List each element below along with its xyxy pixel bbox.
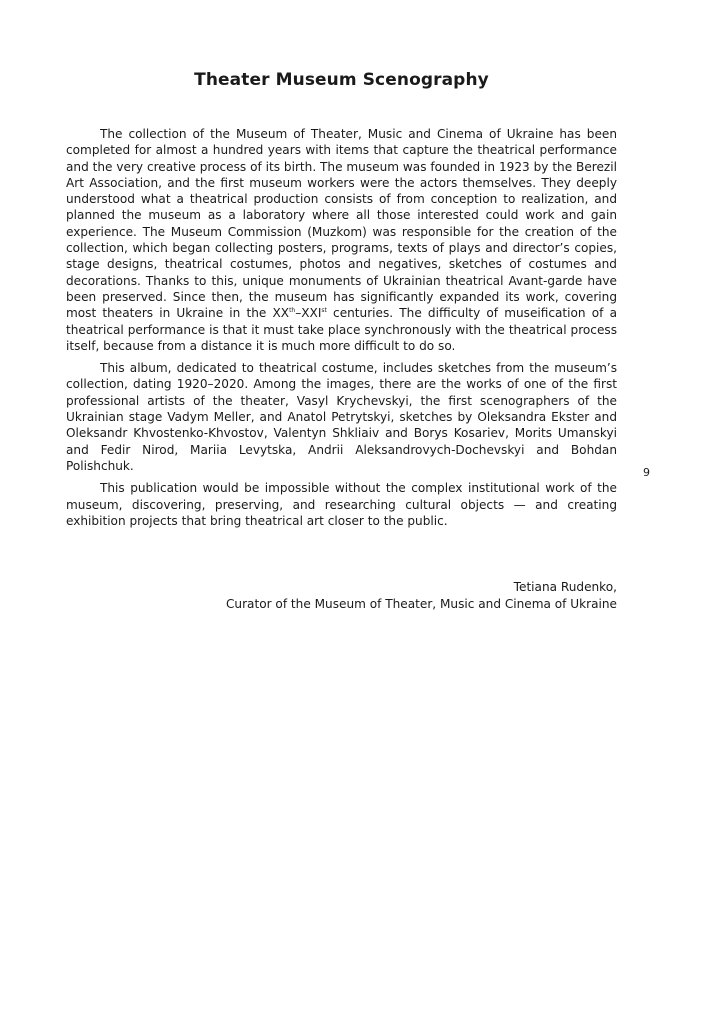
body-text <box>66 126 617 535</box>
superscript-st: st <box>321 307 327 315</box>
paragraph-1 <box>66 126 617 354</box>
page-title: Theater Museum Scenography <box>194 70 489 90</box>
paragraph-3: This publication would be impossible without the complex institutional work of the museum, discovering, preserving, and researching cultural objects — and creating exhibition projects that bring theatrical art closer to the public. <box>66 481 617 528</box>
paragraph-2: This album, dedicated to theatrical costume, includes sketches from the museum’s collection, dating 1920–2020. Among the images, there are the works of one of the first professional artists of the theater, Vasyl Krychevskyi, the first scenographers of the Ukrainian stage Vadym Meller, and Anatol Petrytskyi, sketches by Oleksandra Ekster and Oleksandr Khvostenko-Khvostov, Valentyn Shkliaiv and Borys Kosariev, Morits Umanskyi and Fedir Nirod, Mariia Levytska, Andrii Aleksandrovych-Dochevskyi and Bohdan Polishchuk. <box>66 361 617 473</box>
paragraph-1-text-c: centuries. The difficulty of museification of a theatrical performance is that it must take place synchronously with the theatrical process itself, because from a distance it is much more difficult to do so. <box>66 306 617 353</box>
superscript-th: th <box>289 307 296 315</box>
paragraph-1-text-b: –XXI <box>295 306 322 321</box>
signature <box>66 579 617 612</box>
page-number: 9 <box>643 466 650 479</box>
signature-name: Tetiana Rudenko, <box>513 580 617 594</box>
paragraph-1-text-a: The collection of the Museum of Theater, Music and Cinema of Ukraine has been completed for almost a hundred years with items that capture the theatrical performance and the very creative process of its birth. The museum was founded in 1923 by the Berezil Art Association, and the first museum workers were the actors themselves. They deeply understood what a theatrical production consists of from conception to realization, and planned the museum as a laboratory where all those interested could work and gain experience. The Museum Commission (Muzkom) was responsible for the creation of the collection, which began collecting posters, programs, texts of plays and director’s copies, stage designs, theatrical costumes, photos and negatives, sketches of costumes and decorations. Thanks to this, unique monuments of Ukrainian theatrical Avant-garde have been preserved. Since then, the museum has significantly expanded its work, covering most theaters in Ukraine in the XX <box>66 127 617 321</box>
signature-role: Curator of the Museum of Theater, Music and Cinema of Ukraine <box>225 596 617 611</box>
